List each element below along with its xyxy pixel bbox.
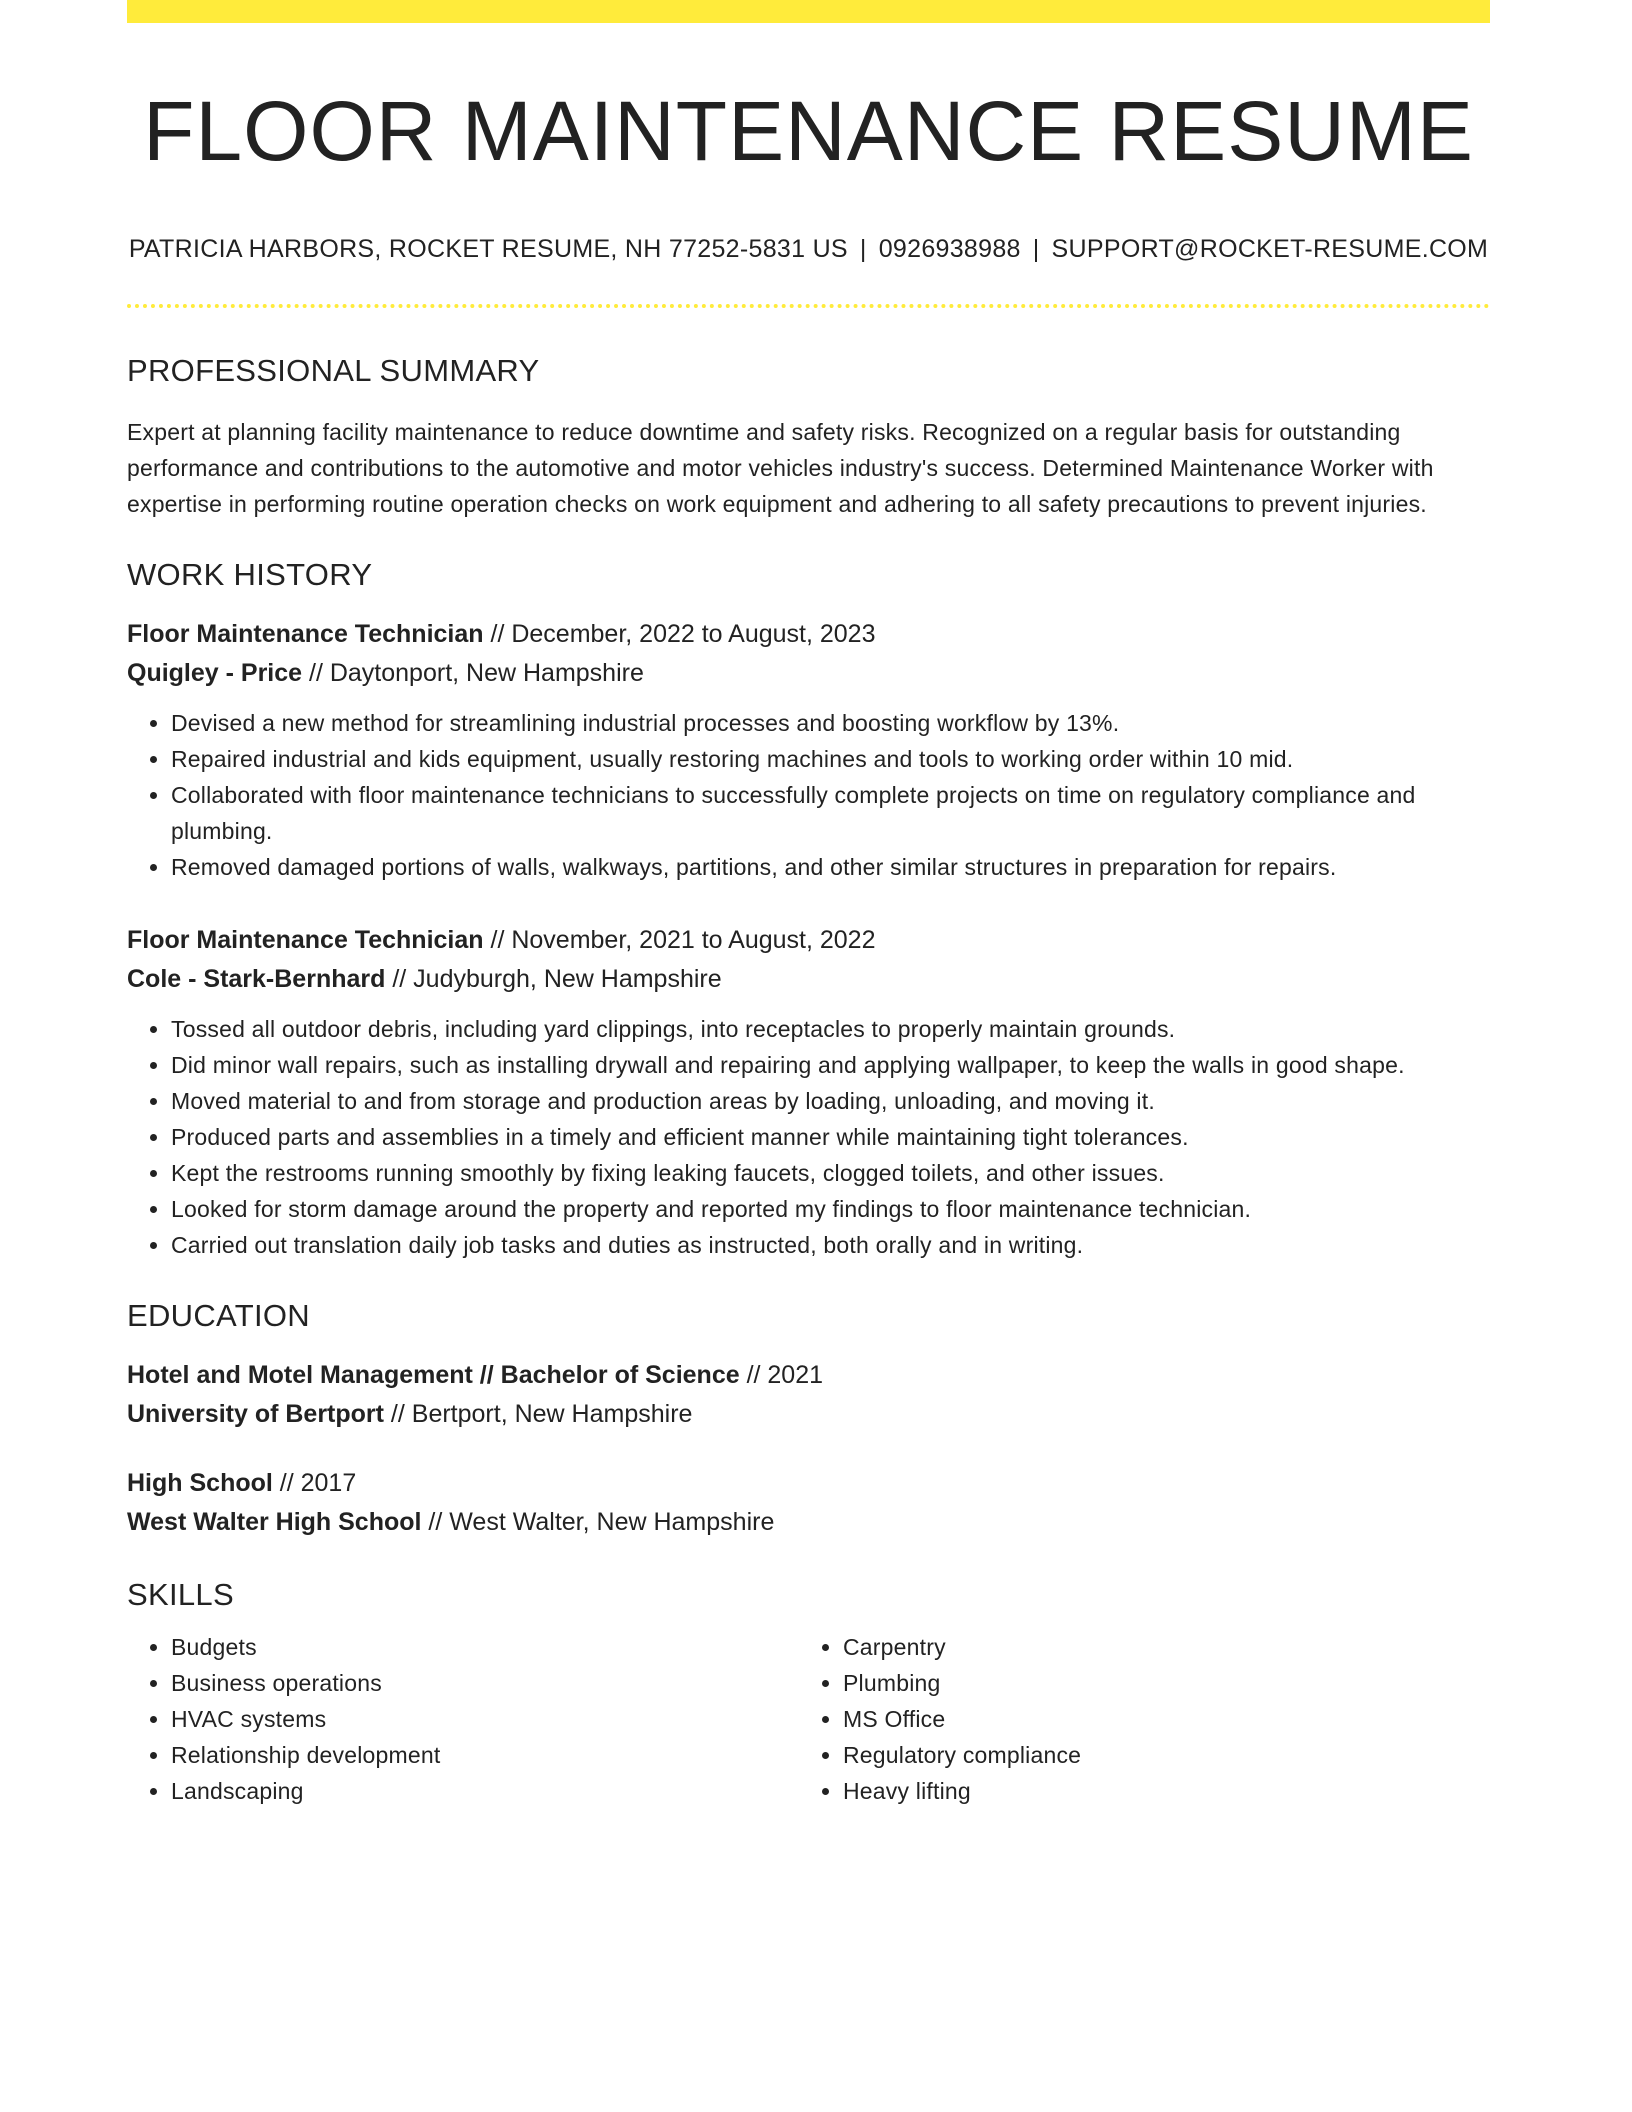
education-degree: Hotel and Motel Management // Bachelor of Science	[127, 1360, 740, 1389]
education-degree-line	[127, 1464, 1490, 1503]
education-school: University of Bertport	[127, 1399, 384, 1428]
education-location: // Bertport, New Hampshire	[383, 1399, 693, 1428]
job-company: Quigley - Price	[127, 658, 303, 687]
education-school: West Walter High School	[127, 1507, 422, 1536]
job-title-line	[127, 921, 1490, 960]
contact-separator: |	[1032, 235, 1040, 264]
job-location: // Judyburgh, New Hampshire	[385, 964, 722, 993]
job-company-line	[127, 654, 1490, 693]
work-history-section	[127, 556, 1490, 1263]
education-year: // 2017	[272, 1468, 357, 1497]
job-company: Cole - Stark-Bernhard	[127, 964, 386, 993]
job-company-line	[127, 960, 1490, 999]
education-school-line	[127, 1503, 1490, 1542]
contact-email: SUPPORT@ROCKET-RESUME.COM	[1051, 235, 1489, 264]
job-bullet: • Produced parts and assemblies in a timely and efficient manner while maintaining tight tolerances.	[171, 1119, 1490, 1155]
skill-item: • Plumbing	[843, 1665, 1471, 1701]
skills-grid	[127, 1629, 1490, 1809]
contact-address: PATRICIA HARBORS, ROCKET RESUME, NH 77252-5831 US	[128, 235, 848, 264]
job-title-line	[127, 615, 1490, 654]
education-year: // 2021	[739, 1360, 824, 1389]
summary-heading: PROFESSIONAL SUMMARY	[127, 353, 540, 389]
resume-title: FLOOR MAINTENANCE RESUME	[143, 84, 1474, 178]
skill-item: • Business operations	[171, 1665, 799, 1701]
job-bullet: • Removed damaged portions of walls, walkways, partitions, and other similar structures in preparation for repairs.	[171, 849, 1490, 885]
education-entry	[127, 1356, 1490, 1434]
job-entry	[127, 615, 1490, 885]
skill-item: • Regulatory compliance	[843, 1737, 1471, 1773]
education-school-line	[127, 1395, 1490, 1434]
job-bullet: • Carried out translation daily job tasks and duties as instructed, both orally and in writing.	[171, 1227, 1490, 1263]
job-bullet: • Collaborated with floor maintenance technicians to successfully complete projects on time on regulatory compliance and plumbing.	[171, 777, 1490, 849]
job-bullet: • Kept the restrooms running smoothly by fixing leaking faucets, clogged toilets, and other issues.	[171, 1155, 1490, 1191]
skill-item: • Carpentry	[843, 1629, 1471, 1665]
education-entry	[127, 1464, 1490, 1542]
job-dates: // December, 2022 to August, 2023	[483, 619, 876, 648]
job-bullets	[127, 1011, 1490, 1263]
skills-heading: SKILLS	[127, 1576, 234, 1612]
education-location: // West Walter, New Hampshire	[421, 1507, 775, 1536]
resume-page	[127, 0, 1490, 1809]
job-bullet: • Did minor wall repairs, such as installing drywall and repairing and applying wallpaper, to keep the walls in good shape.	[171, 1047, 1490, 1083]
job-bullet: • Repaired industrial and kids equipment, usually restoring machines and tools to working order within 10 mid.	[171, 741, 1490, 777]
education-degree-line	[127, 1356, 1490, 1395]
skill-item: • Relationship development	[171, 1737, 799, 1773]
education-section	[127, 1297, 1490, 1542]
job-title: Floor Maintenance Technician	[127, 925, 484, 954]
contact-phone: 0926938988	[878, 235, 1021, 264]
summary-section	[127, 352, 1490, 521]
accent-top-bar	[127, 0, 1490, 23]
skill-item: • Landscaping	[171, 1773, 799, 1809]
skills-section	[127, 1576, 1490, 1809]
skill-item: • MS Office	[843, 1701, 1471, 1737]
job-bullets	[127, 705, 1490, 885]
education-heading: EDUCATION	[127, 1297, 310, 1333]
job-bullet: • Looked for storm damage around the property and reported my findings to floor maintenance technician.	[171, 1191, 1490, 1227]
work-history-heading: WORK HISTORY	[127, 556, 373, 592]
contact-separator: |	[859, 235, 867, 264]
summary-text: Expert at planning facility maintenance to reduce downtime and safety risks. Recognized on a regular basis for outstanding performance and contributions to the automotive and motor vehicles industry's success. Determined Maintenance Worker with expertise in performing routine operation checks on work equipment and adhering to all safety precautions to prevent injuries.	[127, 418, 1434, 517]
skills-column-right	[799, 1629, 1471, 1809]
skill-item: • HVAC systems	[171, 1701, 799, 1737]
job-dates: // November, 2021 to August, 2022	[483, 925, 876, 954]
skill-item: • Heavy lifting	[843, 1773, 1471, 1809]
education-degree: High School	[127, 1468, 273, 1497]
job-bullet: • Tossed all outdoor debris, including yard clippings, into receptacles to properly maintain grounds.	[171, 1011, 1490, 1047]
job-bullet: • Moved material to and from storage and production areas by loading, unloading, and moving it.	[171, 1083, 1490, 1119]
skill-item: • Budgets	[171, 1629, 799, 1665]
job-bullet: • Devised a new method for streamlining industrial processes and boosting workflow by 13%.	[171, 705, 1490, 741]
contact-line	[127, 235, 1490, 264]
skills-column-left	[127, 1629, 799, 1809]
job-title: Floor Maintenance Technician	[127, 619, 484, 648]
job-location: // Daytonport, New Hampshire	[302, 658, 644, 687]
job-entry	[127, 921, 1490, 1263]
dotted-divider	[127, 304, 1490, 308]
